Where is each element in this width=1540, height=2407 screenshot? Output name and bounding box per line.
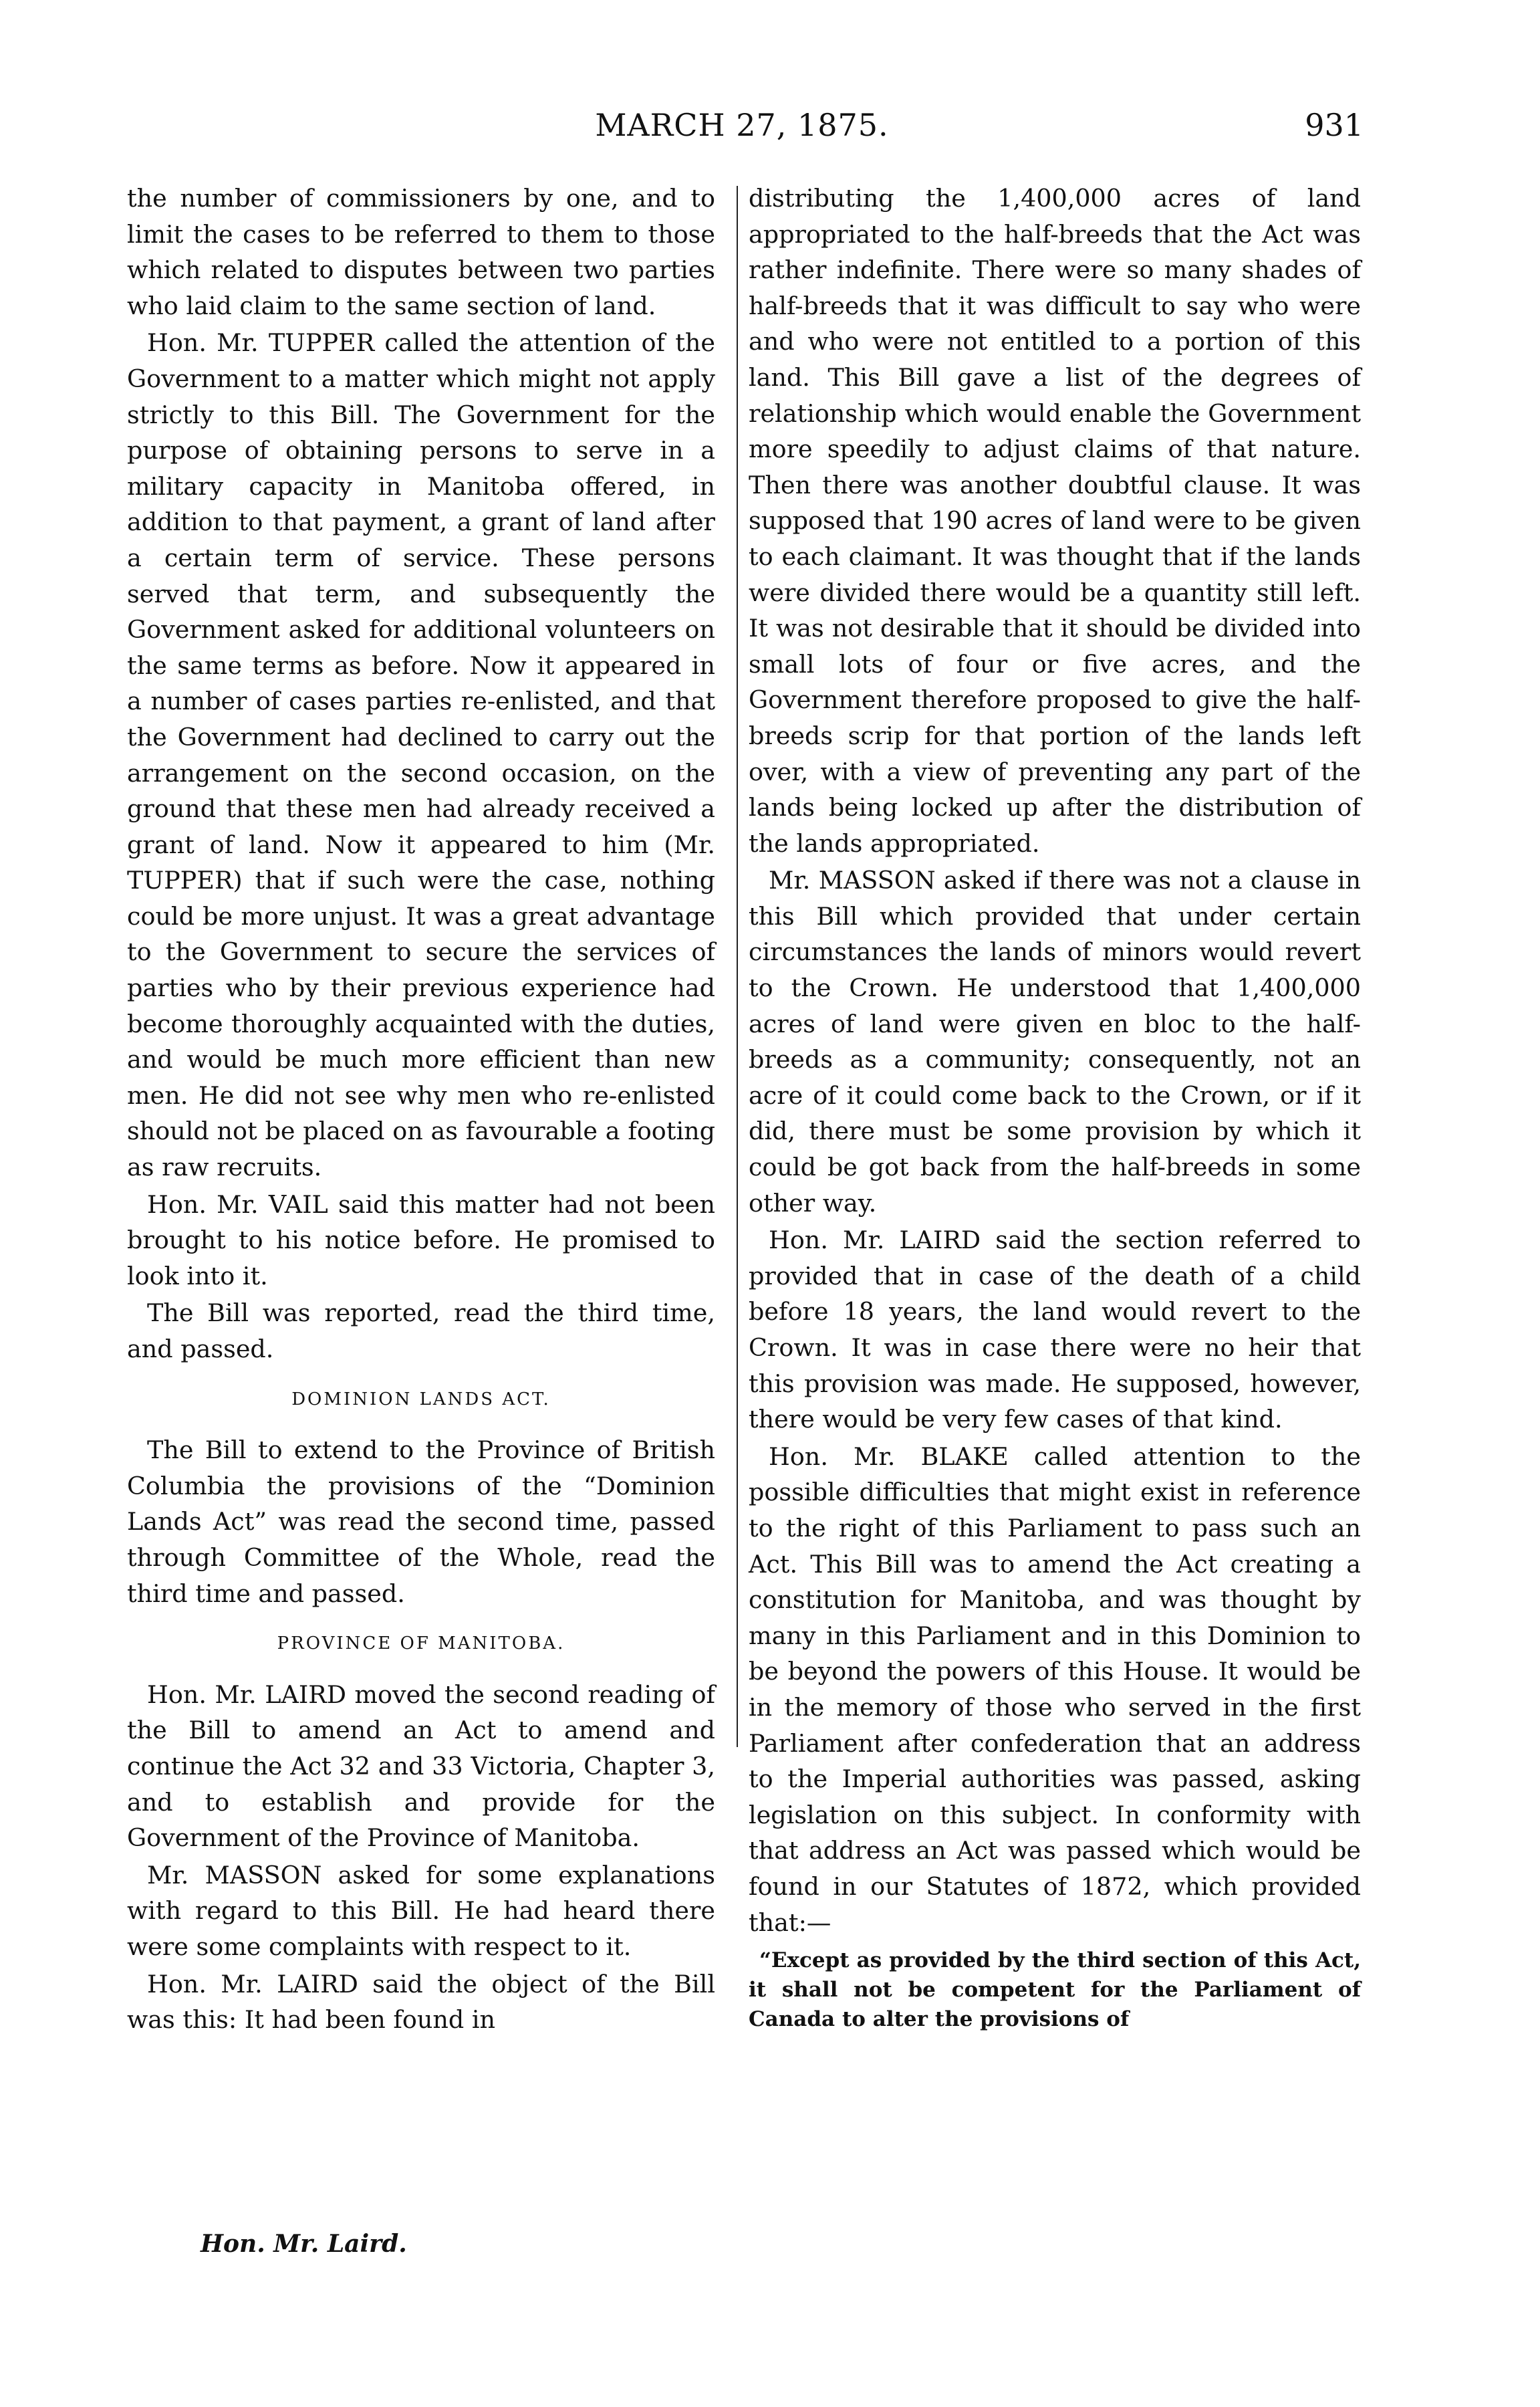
column-divider (737, 186, 738, 1747)
paragraph: Hon. Mr. LAIRD said the object of the Bill was this: It had been found in (127, 1969, 715, 2035)
page-header (120, 107, 1364, 154)
page-date: MARCH 27, 1875. (595, 107, 889, 143)
paragraph: Hon. Mr. LAIRD said the section referred to provided that in case of the death of a child before 18 years, the land would revert to the Crown. It was in case there were no heir that this provision was made. He supposed, however, there would be very few cases of that kind. (749, 1226, 1361, 1434)
paragraph: Mr. MASSON asked for some explanations with regard to this Bill. He had heard there were some complaints with respect to it. (127, 1860, 715, 1961)
paragraph: Hon. Mr. TUPPER called the attention of the Government to a matter which might not apply strictly to this Bill. The Government for the purpose of obtaining persons to serve in a military capacity in Manitoba offered, in addition to that payment, a grant of land after a certain term of service. These persons served that term, and subsequently the Government asked for additional volunteers on the same terms as before. Now it appeared in a number of cases parties re-enlisted, and that the Government had declined to carry out the arrangement on the second occasion, on the ground that these men had already received a grant of land. Now it appeared to him (Mr. TUPPER) that if such were the case, nothing could be more unjust. It was a great advantage to the Government to secure the services of parties who by their previous experience had become thoroughly acquainted with the duties, and would be much more efficient than new men. He did not see why men who re-enlisted should not be placed on as favourable a footing as raw recruits. (127, 328, 715, 1182)
paragraph: The Bill was reported, read the third time, and passed. (127, 1298, 715, 1363)
paragraph: Hon. Mr. VAIL said this matter had not been brought to his notice before. He promised to look into it. (127, 1189, 715, 1290)
block-quote: “Except as provided by the third section of this Act, it shall not be competent for the Parliament of Canada to alter the provisions of (749, 1948, 1361, 2032)
paragraph: Mr. MASSON asked if there was not a clause in this Bill which provided that under certain circumstances the lands of minors would revert to the Crown. He understood that 1,400,000 acres of land were given en bloc to the half-breeds as a community; consequently, not an acre of it could come back to the Crown, or if it did, there must be some provision by which it could be got back from the half-breeds in some other way. (749, 866, 1361, 1218)
paragraph: the number of commissioners by one, and to limit the cases to be referred to them to those which related to disputes between two parties who laid claim to the same section of land. (127, 184, 715, 320)
paragraph: Hon. Mr. LAIRD moved the second reading of the Bill to amend an Act to amend and continue the Act 32 and 33 Victoria, Chapter 3, and to establish and provide for the Government of the Province of Manitoba. (127, 1680, 715, 1853)
section-heading: PROVINCE OF MANITOBA. (277, 1633, 565, 1654)
page-number: 931 (1305, 107, 1364, 143)
paragraph: Hon. Mr. BLAKE called attention to the possible difficulties that might exist in reference to the right of this Parliament to pass such an Act. This Bill was to amend the Act creating a constitution for Manitoba, and was thought by many in this Parliament and in this Dominion to be beyond the powers of this House. It would be in the memory of those who served in the first Parliament after confederation that an address to the Imperial authorities was passed, asking legislation on this subject. In conformity with that address an Act was passed which would be found in our Statutes of 1872, which provided that:— (749, 1442, 1361, 1937)
left-column (127, 181, 715, 2038)
section-heading: DOMINION LANDS ACT. (291, 1389, 551, 1409)
running-footer-speaker: Hon. Mr. Laird. (201, 2230, 407, 2258)
paragraph: distributing the 1,400,000 acres of land appropriated to the half-breeds that the Act was rather indefinite. There were so many shades of half-breeds that it was difficult to say who were and who were not entitled to a portion of this land. This Bill gave a list of the degrees of relationship which would enable the Government more speedily to adjust claims of that nature. Then there was another doubtful clause. It was supposed that 190 acres of land were to be given to each claimant. It was thought that if the lands were divided there would be a quantity still left. It was not desirable that it should be divided into small lots of four or five acres, and the Government therefore proposed to give the half-breeds scrip for that portion of the lands left over, with a view of preventing any part of the lands being locked up after the distribution of the lands appropriated. (749, 184, 1361, 858)
paragraph: The Bill to extend to the Province of British Columbia the provisions of the “Dominion Lands Act” was read the second time, passed through Committee of the Whole, read the third time and passed. (127, 1436, 715, 1608)
right-column (749, 181, 1361, 2034)
